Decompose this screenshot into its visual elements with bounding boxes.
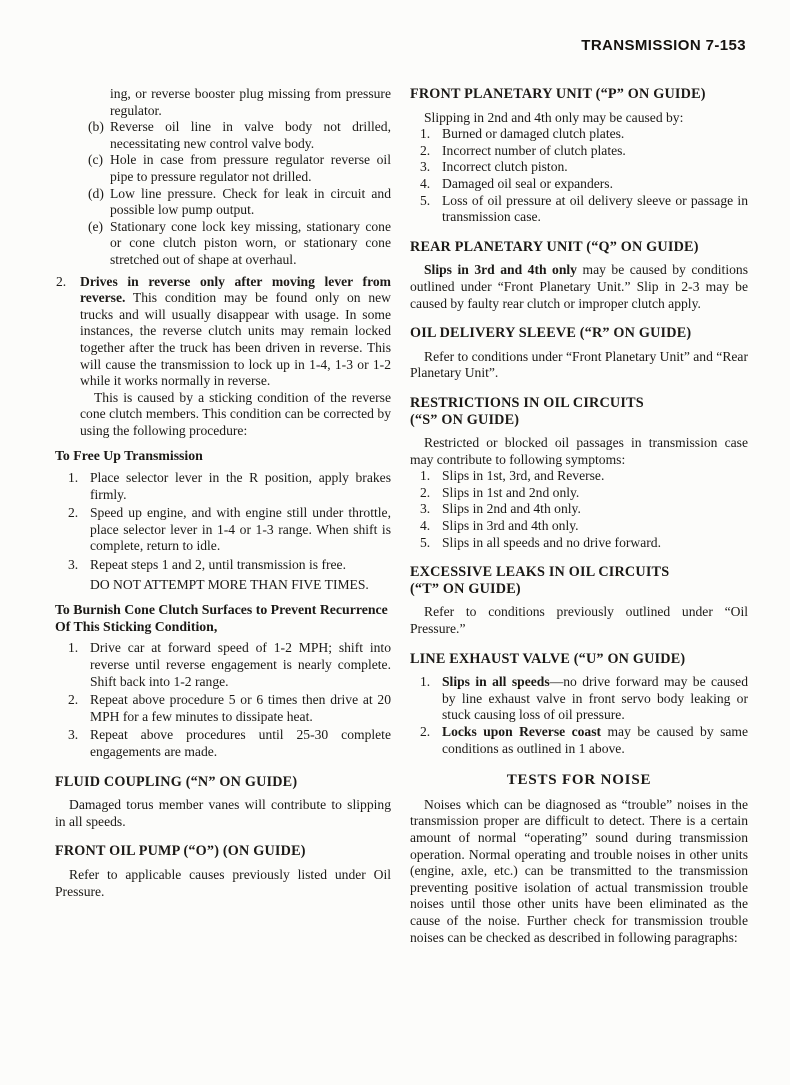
list-item-label: (c) (88, 152, 104, 168)
restrictions-intro: Restricted or blocked oil passages in transmission case may contribute to following symptoms: (410, 435, 748, 467)
list-item-text (80, 274, 391, 440)
item-number: 1. (420, 468, 431, 484)
item-text: Damaged oil seal or expanders. (442, 175, 613, 191)
item-text: Slips in 3rd and 4th only. (442, 518, 579, 534)
item-number: 2. (420, 724, 431, 739)
heading-fluid-coupling: FLUID COUPLING (“N” ON GUIDE) (55, 773, 298, 790)
item-number: 3. (420, 159, 431, 175)
burnish-step-2 (55, 692, 391, 725)
free-up-step-2 (55, 505, 391, 555)
condition-title: Slips in 3rd and 4th only (424, 262, 577, 278)
free-up-step-1 (55, 470, 391, 503)
item-number: 2. (420, 142, 431, 158)
heading-line-1: RESTRICTIONS IN OIL CIRCUITS (410, 394, 644, 411)
step-number: 1. (68, 470, 79, 486)
condition-title: Locks upon Reverse coast (442, 724, 602, 739)
item-a-continuation: ing, or reverse booster plug missing from pressure regulator. (110, 86, 391, 118)
line-exhaust-item-1 (410, 674, 748, 724)
list-item-label: (b) (88, 119, 104, 135)
front-planetary-item-5 (410, 193, 748, 226)
item-text: Slips in 2nd and 4th only. (442, 501, 581, 517)
list-item-label: (e) (88, 218, 104, 234)
tests-for-noise-body: Noises which can be diagnosed as “trouble” noises in the transmission proper are difficult to detect. There is a certain amount of normal “operating” sound during transmission operation. Normal operating and trouble noises in other units (engine, axle, etc.) can be transmitted to the transmission preventing positive isolation of actual transmission trouble noises until those other units have been eliminated as the cause of the noise. Further check for transmission trouble noises can be checked as described in following paragraphs: (410, 796, 748, 945)
excessive-leaks-body: Refer to conditions previously outlined under “Oil Pressure.” (410, 604, 748, 637)
step-text: Place selector lever in the R position, apply brakes firmly. (90, 470, 391, 502)
right-column (410, 86, 748, 946)
list-item-text: Low line pressure. Check for leak in circuit and possible low pump output. (110, 185, 391, 218)
restrictions-item-1 (410, 468, 748, 485)
step-number: 2. (68, 505, 79, 521)
item-text: Slips in 1st, 3rd, and Reverse. (442, 468, 605, 484)
condition-body: —no drive forward may be caused by line exhaust valve in front servo body leaking or stuck causing loss of oil pressure. (442, 674, 748, 723)
heading-rear-planetary-unit: REAR PLANETARY UNIT (“Q” ON GUIDE) (410, 238, 699, 255)
heading-front-planetary-unit: FRONT PLANETARY UNIT (“P” ON GUIDE) (410, 86, 706, 102)
step-number: 2. (68, 692, 79, 708)
list-item-label: (d) (88, 185, 104, 201)
heading-restrictions-oil-circuits (410, 395, 748, 428)
restrictions-item-2 (410, 485, 748, 502)
item-text: Incorrect clutch piston. (442, 159, 568, 175)
list-item-b (55, 119, 391, 152)
step-text: Speed up engine, and with engine still under throttle, place selector lever in 1-4 or 1-3 range. When shift is complete, return to idle. (90, 505, 391, 554)
heading-line-2: (“T” ON GUIDE) (410, 580, 521, 597)
item-text: Slips in 1st and 2nd only. (442, 484, 580, 500)
heading-tests-for-noise: TESTS FOR NOISE (506, 772, 652, 789)
front-planetary-item-1 (410, 126, 748, 143)
heading-oil-delivery-sleeve: OIL DELIVERY SLEEVE (“R” ON GUIDE) (410, 325, 692, 342)
list-item-d (55, 186, 391, 219)
list-item-2-drives-in-reverse (55, 274, 391, 440)
front-planetary-item-2 (410, 143, 748, 160)
oil-delivery-sleeve-body: Refer to conditions under “Front Planetary Unit” and “Rear Planetary Unit”. (410, 348, 748, 381)
front-planetary-item-3 (410, 159, 748, 176)
list-item-e (55, 219, 391, 269)
condition-body: may be caused by conditions outlined under “Front Planetary Unit.” Slip in 2-3 may be caused by faulty rear clutch or improper clutch apply. (410, 262, 748, 311)
step-number: 1. (68, 640, 79, 656)
burnish-step-3 (55, 727, 391, 760)
heading-burnish-cone-clutch: To Burnish Cone Clutch Surfaces to Prevent Recurrence Of This Sticking Condition, (55, 602, 388, 634)
step-number: 3. (68, 557, 79, 573)
running-head: TRANSMISSION 7-153 (581, 37, 746, 54)
item-text (442, 674, 748, 724)
front-planetary-intro: Slipping in 2nd and 4th only may be caused by: (424, 109, 684, 125)
item-number: 4. (420, 175, 431, 191)
condition-body: This condition may be found only on new trucks and will usually disappear with usage. In some instances, the reverse clutch units may remain locked together after the truck has been driven in reverse. This will cause the transmission to lock up in 1-4, 1-3 or 1-2 while it works normally in reverse. (80, 290, 391, 389)
list-item-label: 2. (56, 273, 67, 289)
burnish-step-1 (55, 640, 391, 690)
front-oil-pump-body: Refer to applicable causes previously listed under Oil Pressure. (55, 866, 391, 899)
condition-body: may be caused by same conditions as outlined in 1 above. (442, 724, 748, 756)
item-text: Incorrect number of clutch plates. (442, 142, 626, 158)
step-text: Repeat steps 1 and 2, until transmission is free. (90, 557, 346, 573)
left-column (55, 86, 391, 946)
step-text: Drive car at forward speed of 1-2 MPH; shift into reverse until reverse engagement is nearly complete. Shift back into 1-2 range. (90, 640, 391, 689)
item-text: Slips in all speeds and no drive forward. (442, 534, 661, 550)
item-text: Burned or damaged clutch plates. (442, 126, 625, 142)
heading-front-oil-pump: FRONT OIL PUMP (“O”) (ON GUIDE) (55, 843, 306, 860)
restrictions-item-4 (410, 518, 748, 535)
condition-title: Drives in reverse only after moving lever from reverse. (80, 273, 391, 306)
item-number: 5. (420, 534, 431, 550)
heading-line-2: (“S” ON GUIDE) (410, 411, 520, 428)
condition-paragraph-2: This is caused by a sticking condition of the reverse cone clutch members. This condition can be corrected by using the following procedure: (80, 389, 391, 438)
page-columns (55, 86, 749, 946)
list-item-text: Stationary cone lock key missing, stationary cone or cone clutch piston worn, or stationary cone stretched out of shape at overhaul. (110, 218, 391, 267)
condition-title: Slips in all speeds (442, 674, 550, 690)
line-exhaust-item-2 (410, 724, 748, 757)
step-number: 3. (68, 727, 79, 743)
item-number: 1. (420, 126, 431, 142)
restrictions-item-5 (410, 535, 748, 552)
restrictions-item-3 (410, 501, 748, 518)
front-planetary-item-4 (410, 176, 748, 193)
list-item-text: Hole in case from pressure regulator reverse oil pipe to pressure regulator not drilled. (110, 152, 391, 184)
heading-excessive-leaks (410, 564, 748, 597)
list-item-c (55, 152, 391, 185)
item-text: Loss of oil pressure at oil delivery sleeve or passage in transmission case. (442, 192, 748, 225)
fluid-coupling-body: Damaged torus member vanes will contribute to slipping in all speeds. (55, 797, 391, 829)
heading-line-1: EXCESSIVE LEAKS IN OIL CIRCUITS (410, 564, 670, 581)
step-text: Repeat above procedures until 25-30 complete engagements are made. (90, 727, 391, 759)
heading-line-exhaust-valve: LINE EXHAUST VALVE (“U” ON GUIDE) (410, 650, 686, 667)
free-up-step-3 (55, 557, 391, 574)
item-number: 4. (420, 518, 431, 534)
item-number: 3. (420, 501, 431, 517)
item-number: 2. (420, 484, 431, 500)
item-number: 1. (420, 674, 431, 690)
item-text (442, 724, 748, 757)
rear-planetary-body (410, 262, 748, 312)
heading-free-up-transmission: To Free Up Transmission (55, 448, 203, 464)
item-number: 5. (420, 192, 431, 208)
list-item-text: Reverse oil line in valve body not drilled, necessitating new control valve body. (110, 119, 391, 151)
warning-text: DO NOT ATTEMPT MORE THAN FIVE TIMES. (90, 576, 369, 592)
step-text: Repeat above procedure 5 or 6 times then drive at 20 MPH for a few minutes to dissipate heat. (90, 692, 391, 724)
